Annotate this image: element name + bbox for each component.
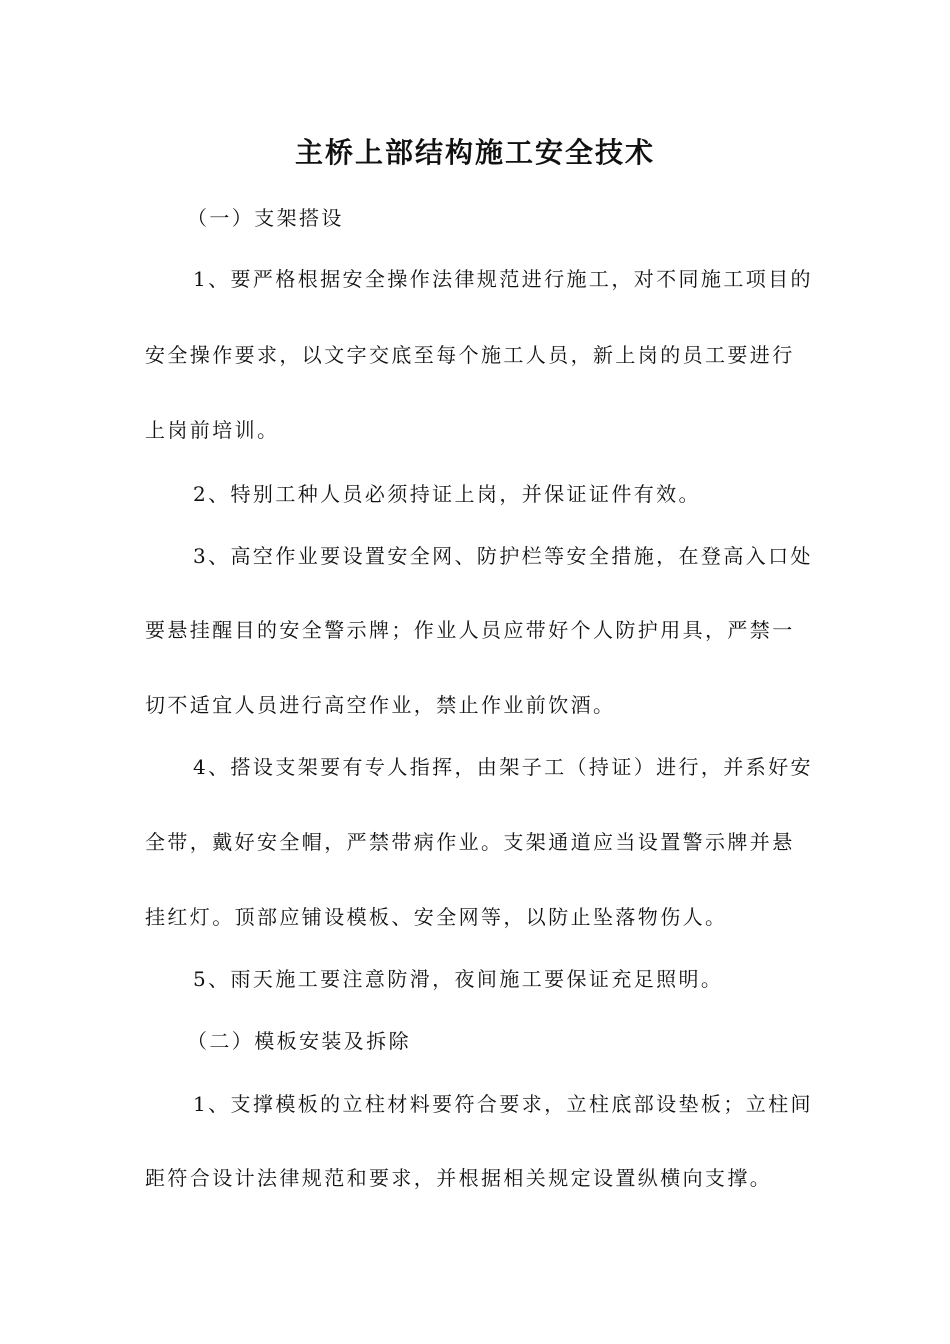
paragraph-line: 2、特别工种人员必须持证上岗，并保证证件有效。 [193,482,701,506]
paragraph-line: 1、要严格根据安全操作法律规范进行施工，对不同施工项目的 [193,267,813,291]
paragraph-line: 5、雨天施工要注意防滑，夜间施工要保证充足照明。 [193,967,724,991]
paragraph-line: 4、搭设支架要有专人指挥，由架子工（持证）进行，并系好安 [193,755,813,779]
paragraph-line: 3、高空作业要设置安全网、防护栏等安全措施，在登高入口处 [193,544,813,568]
section-heading-1: （一）支架搭设 [187,206,344,230]
paragraph-line: 挂红灯。顶部应铺设模板、安全网等，以防止坠落物伤人。 [145,905,728,929]
document-title: 主桥上部结构施工安全技术 [294,136,655,169]
paragraph-line: 要悬挂醒目的安全警示牌；作业人员应带好个人防护用具，严禁一 [145,618,795,642]
paragraph-line: 距符合设计法律规范和要求，并根据相关规定设置纵横向支撑。 [145,1166,773,1190]
paragraph-line: 上岗前培训。 [145,418,280,442]
paragraph-line: 全带，戴好安全帽，严禁带病作业。支架通道应当设置警示牌并悬 [145,830,795,854]
paragraph-line: 切不适宜人员进行高空作业，禁止作业前饮酒。 [145,693,616,717]
paragraph-line: 安全操作要求，以文字交底至每个施工人员，新上岗的员工要进行 [145,343,795,367]
section-heading-2: （二）模板安装及拆除 [187,1029,411,1053]
paragraph-line: 1、支撑模板的立柱材料要符合要求，立柱底部设垫板；立柱间 [193,1092,813,1116]
